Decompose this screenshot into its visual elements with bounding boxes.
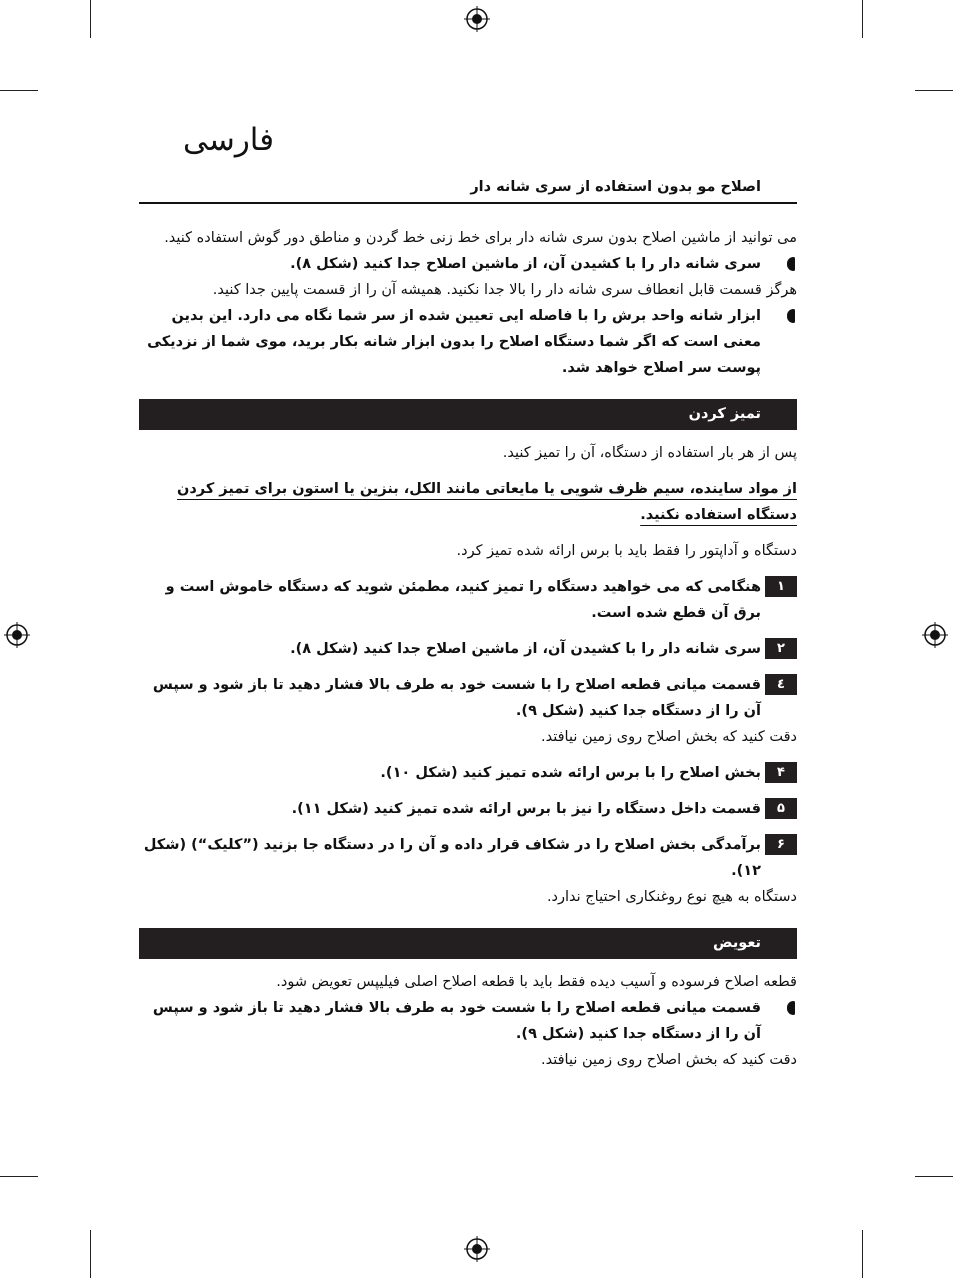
page-content [139,118,797,1073]
crop-mark [0,1176,38,1177]
replacement-intro: قطعه اصلاح فرسوده و آسیب دیده فقط باید با قطعه اصلاح اصلی فیلیپس تعویض شود. [276,974,797,990]
warning-text: از مواد ساینده، سیم ظرف شویی یا مایعاتی مانند الکل، بنزین یا استون برای تمیز کردن دستگاه استفاده نکنید. [176,481,797,523]
step-text: سری شانه دار را با کشیدن آن، از ماشین اصلاح جدا کنید (شکل ۸). [290,641,761,657]
step-item [139,760,797,786]
registration-mark-icon [922,622,948,648]
registration-mark-icon [464,1236,490,1262]
registration-mark-icon [464,6,490,32]
bullet-icon [787,257,795,271]
crop-mark [915,1176,953,1177]
section-title-replacement: تعویض [139,928,797,959]
step-item [139,636,797,662]
language-title: فارسی [183,122,275,158]
bullet-text: ابزار شانه واحد برش را با فاصله ایی تعیین شده از سر شما نگاه می دارد. این بدین معنی است که اگر شما دستگاه اصلاح را بدون ابزار شانه بکار برید، موی شما از نزدیکی پوست سر اصلاح خواهد شد. [147,308,761,376]
bullet-icon [787,1001,795,1015]
step-item [139,796,797,822]
registration-mark-icon [4,622,30,648]
bullet-item [139,303,797,381]
section-title-cleaning: تمیز کردن [139,399,797,430]
step-number: ٤ [765,674,797,695]
cleaning-warning [139,476,797,528]
step-number: ۴ [765,762,797,783]
crop-mark [862,0,863,38]
no-comb-note: هرگز قسمت قابل انعطاف سری شانه دار را بالا جدا نکنید. همیشه آن را از قسمت پایین جدا کنید. [212,282,797,298]
crop-mark [90,0,91,38]
crop-mark [862,1230,863,1278]
step-text: قسمت میانی قطعه اصلاح را با شست خود به طرف بالا فشار دهید تا باز شود و سپس آن را از دستگاه جدا کنید (شکل ۹). [152,677,761,719]
cleaning-intro: پس از هر بار استفاده از دستگاه، آن را تمیز کنید. [502,445,797,461]
step-text: بخش اصلاح را با برس ارائه شده تمیز کنید (شکل ۱۰). [380,765,761,781]
step-text: هنگامی که می خواهید دستگاه را تمیز کنید، مطمئن شوید که دستگاه خاموش است و برق آن قطع شده است. [165,579,761,621]
step-text: برآمدگی بخش اصلاح را در شکاف قرار داده و آن را در دستگاه جا بزنید (”کلیک“) (شکل ۱۲). [143,837,761,879]
step-text: قسمت داخل دستگاه را نیز با برس ارائه شده تمیز کنید (شکل ۱۱). [291,801,761,817]
crop-mark [90,1230,91,1278]
step-item [139,672,797,724]
step-note: دقت کنید که بخش اصلاح روی زمین نیافتد. [541,729,797,745]
step-number: ۲ [765,638,797,659]
bullet-item [139,995,797,1047]
step-item [139,574,797,626]
step-item [139,832,797,884]
step-number: ۶ [765,834,797,855]
section-title-no-comb: اصلاح مو بدون استفاده از سری شانه دار [139,176,797,204]
bullet-item [139,251,797,277]
bullet-text: سری شانه دار را با کشیدن آن، از ماشین اصلاح جدا کنید (شکل ۸). [290,256,761,272]
replacement-note: دقت کنید که بخش اصلاح روی زمین نیافتد. [541,1052,797,1068]
step-number: ۱ [765,576,797,597]
crop-mark [0,90,38,91]
adapter-note: دستگاه و آداپتور را فقط باید با برس ارائه شده تمیز کرد. [456,543,797,559]
no-comb-intro: می توانید از ماشین اصلاح بدون سری شانه دار برای خط زنی خط گردن و مناطق دور گوش استفاده کنید. [164,230,797,246]
bullet-icon [787,309,795,323]
step-number: ۵ [765,798,797,819]
step-note: دستگاه به هیچ نوع روغنکاری احتیاج ندارد. [546,889,797,905]
crop-mark [915,90,953,91]
bullet-text: قسمت میانی قطعه اصلاح را با شست خود به طرف بالا فشار دهید تا باز شود و سپس آن را از دستگاه جدا کنید (شکل ۹). [152,1000,761,1042]
